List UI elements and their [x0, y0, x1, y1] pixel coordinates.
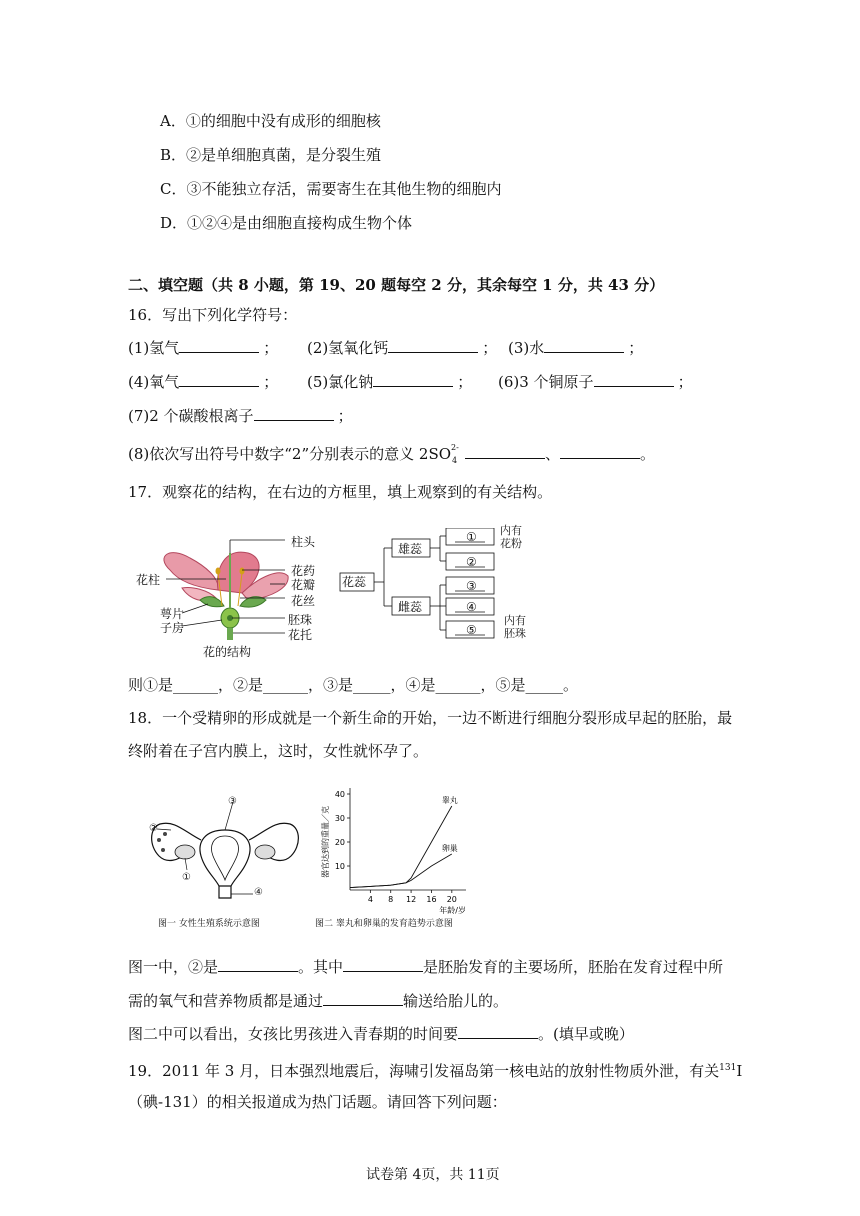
fig1-caption: 图一 女性生殖系统示意图 — [158, 919, 260, 929]
growth-chart — [310, 785, 470, 915]
fig2-caption: 图二 睾丸和卵巢的发育趋势示意图 — [315, 919, 453, 929]
series-label-0: 睾丸 — [441, 796, 458, 805]
fig1-label-2: ② — [149, 823, 158, 834]
q19-stem-1: 19．2011 年 3 月，日本强烈地震后，海啸引发福岛第一核电站的放射性物质外泄，有关$^{131}$I — [128, 1062, 743, 1080]
q18-stem-2: 终附着在子宫内膜上，这时，女性就怀孕了。 — [128, 742, 429, 760]
tree-root: 花蕊 — [342, 575, 367, 589]
option-a: A．①的细胞中没有成形的细胞核 — [160, 112, 381, 130]
box-5: ⑤ — [466, 623, 477, 637]
label-huasi: 花丝 — [291, 594, 316, 608]
q18-line-1: 图一中，②是 。其中 是胚胎发育的主要场所，胚胎在发育过程中所 — [128, 958, 724, 976]
tree-pistil: 雌蕊 — [398, 600, 423, 614]
y-axis-label: 器官达到的重量／克 — [321, 806, 330, 878]
fig1-label-1: ① — [182, 872, 191, 883]
note-pollen: 内有 花粉 — [500, 524, 522, 550]
y-tick-label: 40 — [334, 790, 345, 799]
box-2: ② — [466, 555, 477, 569]
label-peizhu: 胚珠 — [288, 613, 313, 627]
q16-stem: 16．写出下列化学符号： — [128, 306, 298, 324]
label-huatuo: 花托 — [288, 628, 313, 642]
q16-item-8: (8)依次写出符号中数字“2”分别表示的意义 2SO 2- 4 、 。 — [128, 443, 656, 465]
box-4: ④ — [466, 600, 477, 614]
y-tick-label: 30 — [334, 814, 345, 823]
option-c: C．③不能独立存活，需要寄生在其他生物的细胞内 — [160, 180, 502, 198]
fig1-label-3: ③ — [228, 796, 237, 807]
x-tick-label: 8 — [388, 895, 394, 904]
y-tick-label: 20 — [334, 838, 345, 847]
q18-line-3: 图二中可以看出，女孩比男孩进入青春期的时间要 。(填早或晚） — [128, 1025, 634, 1043]
x-tick-label: 16 — [426, 895, 437, 904]
fig1-label-4: ④ — [254, 887, 263, 898]
x-tick-label: 12 — [405, 895, 417, 904]
label-huaban: 花瓣 — [291, 578, 316, 592]
note-ovule: 内有 胚珠 — [504, 614, 526, 640]
q17-answer: 则①是______，②是______，③是_____，④是______，⑤是_____。 — [128, 676, 579, 694]
label-huayao: 花药 — [291, 564, 316, 578]
label-zifang: 子房 — [160, 621, 185, 635]
x-axis-label: 年龄/岁 — [439, 906, 466, 915]
label-epian: 萼片 — [160, 607, 185, 621]
x-tick-label: 4 — [367, 895, 373, 904]
q16-item-2: (2)氢氧化钙 ； — [307, 339, 498, 357]
series-line-1 — [350, 854, 452, 888]
q16-item-1: (1)氢气 ； — [128, 339, 279, 357]
q16-item-4: (4)氧气 ； — [128, 373, 279, 391]
q18-line-2: 需的氧气和营养物质都是通过 输送给胎儿的。 — [128, 992, 509, 1010]
section-heading: 二、填空题（共 8 小题，第 19、20 题每空 2 分，其余每空 1 分，共 43 分） — [128, 276, 665, 294]
q16-item-3: (3)水 ； — [508, 339, 644, 357]
q16-item-5: (5)氯化钠 ； — [307, 373, 473, 391]
page-footer: 试卷第 4页，共 11页 — [366, 1167, 500, 1183]
q19-stem-2: （碘-131）的相关报道成为热门话题。请回答下列问题： — [128, 1093, 507, 1111]
x-tick-label: 20 — [446, 895, 457, 904]
q17-stem: 17．观察花的结构，在右边的方框里，填上观察到的有关结构。 — [128, 483, 553, 501]
q18-stem-1: 18．一个受精卵的形成就是一个新生命的开始，一边不断进行细胞分裂形成早起的胚胎，最 — [128, 709, 733, 727]
option-d: D．①②④是由细胞直接构成生物个体 — [160, 214, 413, 232]
female-reproductive-diagram — [145, 790, 305, 905]
series-label-1: 卵巢 — [441, 844, 458, 853]
series-line-0 — [350, 806, 452, 888]
y-tick-label: 10 — [334, 862, 345, 871]
q16-item-7: (7)2 个碳酸根离子 ； — [128, 407, 353, 425]
tree-stamen: 雄蕊 — [398, 542, 423, 556]
box-3: ③ — [466, 579, 477, 593]
option-b: B．②是单细胞真菌，是分裂生殖 — [160, 146, 382, 164]
box-1: ① — [466, 530, 477, 544]
label-huazhu: 花柱 — [136, 573, 161, 587]
flower-caption: 花的结构 — [203, 645, 252, 659]
label-zhutou: 柱头 — [291, 535, 316, 549]
q16-item-6: (6)3 个铜原子 ； — [498, 373, 693, 391]
